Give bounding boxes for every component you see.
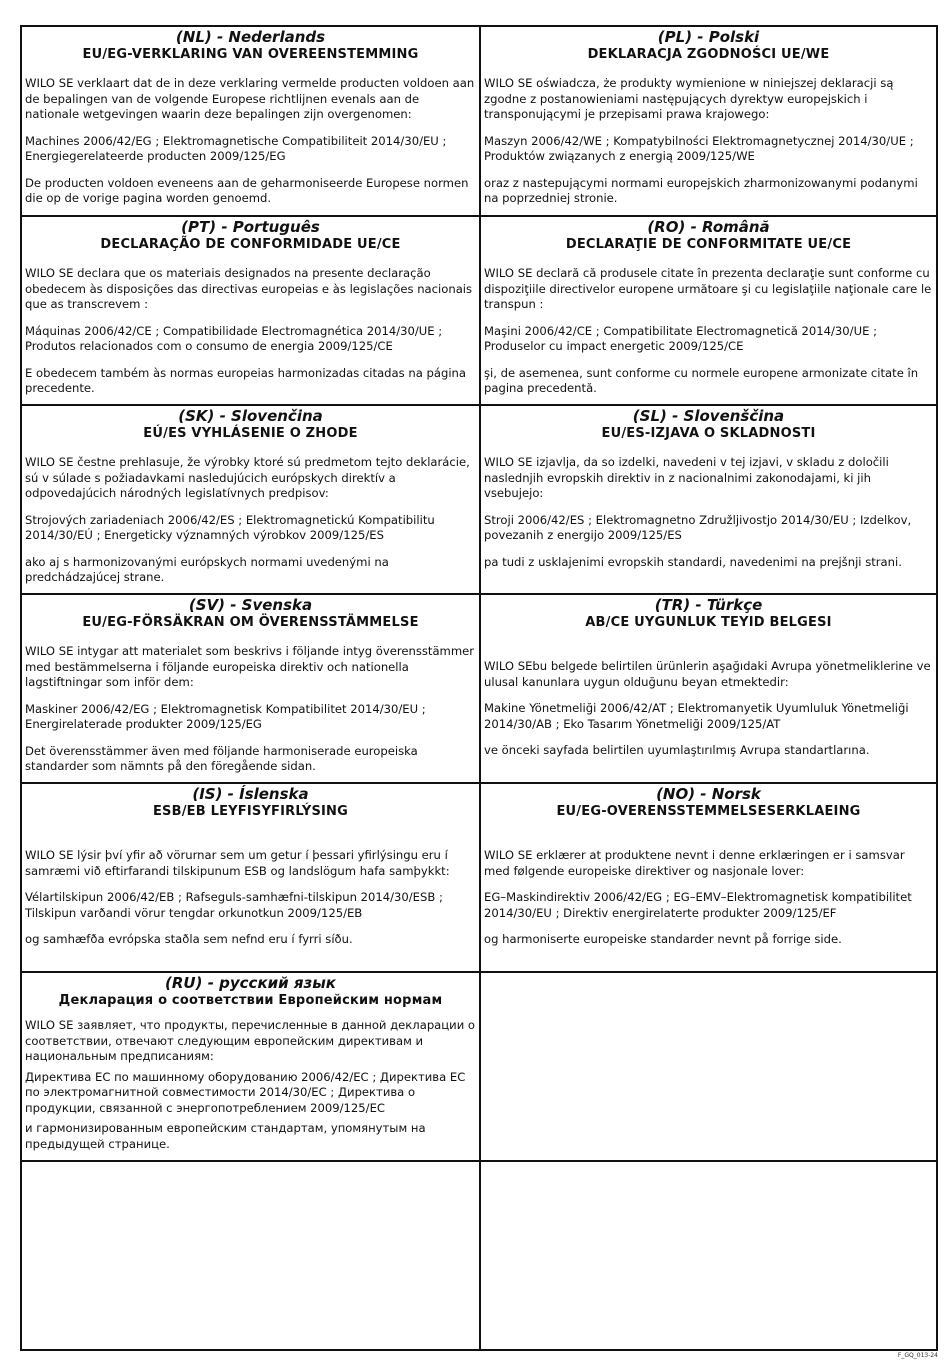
section-title: EU/EG-VERKLARING VAN OVEREENSTEMMING xyxy=(82,47,419,62)
section-title: AB/CE UYGUNLUK TEYID BELGESI xyxy=(585,615,832,630)
section-directives: Machines 2006/42/EG ; Elektromagnetische Compatibiliteit 2014/30/EU ; Energiegerelateerde producten 2009/125/EG xyxy=(25,133,447,163)
section-intro: WILO SE declara que os materiais designados na presente declaração obedecem às disposições das directivas europeias e às legislações nacionais que as transcrevem : xyxy=(25,266,473,311)
section-tr xyxy=(481,595,936,782)
empty-cell xyxy=(481,973,936,1160)
section-no xyxy=(481,784,936,971)
section-closing: E obedecem também às normas europeias harmonizadas citadas na página precedente. xyxy=(25,365,466,395)
section-closing: ako aj s harmonizovanými európskych normami uvedenými na predchádzajúcej strane. xyxy=(25,554,389,584)
section-intro: WILO SE erklærer at produktene nevnt i denne erklæringen er i samsvar med følgende europeiske direktiver og nasjonale lover: xyxy=(484,848,905,878)
section-language: (SK) - Slovenčina xyxy=(178,407,323,425)
section-sl xyxy=(481,406,936,593)
section-ru xyxy=(22,973,479,1160)
section-intro: WILO SE čestne prehlasuje, že výrobky ktoré sú predmetom tejto deklarácie, sú v súlade s požiadavkami nasledujúcich európskych direktív a odpovedajúcich národných legislatívnych predpisov: xyxy=(25,455,470,500)
section-intro: WILO SEbu belgede belirtilen ürünlerin aşağıdaki Avrupa yönetmeliklerine ve ulusal kanunlara uygun olduğunu beyan etmektedir: xyxy=(484,659,931,689)
section-intro: WILO SE intygar att materialet som beskrivs i följande intyg överensstämmer med bestämmelserna i följande europeiska direktiv och nationella lagstiftningar som inför dem: xyxy=(25,644,475,689)
section-intro: WILO SE declară că produsele citate în prezenta declaraţie sunt conforme cu dispoziţiile directivelor europene următoare şi cu legislaţiile naţionale care le transpun : xyxy=(484,266,932,311)
empty-cell xyxy=(481,1162,936,1349)
section-closing: и гармонизированным европейским стандартам, упомянутым на предыдущей странице. xyxy=(25,1121,426,1151)
section-title: DECLARAÇÃO DE CONFORMIDADE UE/CE xyxy=(100,237,401,252)
section-directives: Maszyn 2006/42/WE ; Kompatybilności Elektromagnetycznej 2014/30/UE ; Produktów związanych z energią 2009/125/WE xyxy=(484,133,914,163)
document-reference: F_GQ_013-24 xyxy=(897,1352,938,1359)
section-closing: oraz z nastepującymi normami europejskich zharmonizowanymi podanymi na poprzedniej stronie. xyxy=(484,175,918,205)
section-language: (NL) - Nederlands xyxy=(175,28,326,46)
section-intro: WILO SE заявляет, что продукты, перечисленные в данной декларации о соответствии, отвечают следующим европейским директивам и национальным предписаниям: xyxy=(25,1018,476,1063)
section-language: (IS) - Íslenska xyxy=(192,785,309,803)
section-closing: pa tudi z usklajenimi evropskih standardi, navedenimi na prejšnji strani. xyxy=(484,554,902,569)
section-language: (NO) - Norsk xyxy=(656,785,761,803)
section-closing: og samhæfða evrópska staðla sem nefnd eru í fyrri síðu. xyxy=(25,932,353,946)
section-intro: WILO SE izjavlja, da so izdelki, navedeni v tej izjavi, v skladu z določili naslednjih evropskih direktiv in z nacionalnimi zakonodajami, ki jih vsebujejo: xyxy=(484,455,889,500)
section-language: (RO) - Română xyxy=(647,218,770,236)
section-language: (PL) - Polski xyxy=(657,28,760,46)
section-title: DECLARAŢIE DE CONFORMITATE UE/CE xyxy=(565,237,852,252)
section-ro xyxy=(481,217,936,404)
empty-cell xyxy=(22,1162,479,1349)
section-directives: Директива ЕС по машинному оборудованию 2006/42/ЕС ; Директива ЕС по электромагнитной совместимости 2014/30/ЕС ; Директива о продукции, связанной с энергопотреблением 2009/125/ЕС xyxy=(25,1069,466,1115)
section-directives: Stroji 2006/42/ES ; Elektromagnetno Združljivostjo 2014/30/EU ; Izdelkov, povezanih z energijo 2009/125/ES xyxy=(484,512,912,542)
section-title: EU/EG-FÖRSÄKRAN OM ÖVERENSSTÄMMELSE xyxy=(82,615,419,630)
section-intro: WILO SE oświadcza, że produkty wymienione w niniejszej deklaracji są zgodne z postanowieniami następujących dyrektyw europejskich i transponującymi je przepisami prawa krajowego: xyxy=(484,76,894,121)
section-directives: Strojových zariadeniach 2006/42/ES ; Elektromagnetickú Kompatibilitu 2014/30/EÚ ; Energeticky významných výrobkov 2009/125/ES xyxy=(25,512,435,542)
section-closing: ve önceki sayfada belirtilen uyumlaştırılmış Avrupa standartlarına. xyxy=(484,743,870,757)
section-is xyxy=(22,784,479,971)
section-directives: EG–Maskindirektiv 2006/42/EG ; EG–EMV–Elektromagnetisk kompatibilitet 2014/30/EU ; Direktiv energirelaterte produkter 2009/125/EF xyxy=(484,890,912,920)
section-language: (PT) - Português xyxy=(181,218,320,236)
section-closing: og harmoniserte europeiske standarder nevnt på forrige side. xyxy=(484,932,842,946)
declaration-grid xyxy=(20,25,938,1351)
section-pl xyxy=(481,27,936,215)
section-pt xyxy=(22,217,479,404)
section-language: (SV) - Svenska xyxy=(188,596,313,614)
section-title: ESB/EB LEYFISYFIRLÝSING xyxy=(152,804,349,819)
section-title: EU/EG-OVERENSSTEMMELSESERKLAEING xyxy=(556,804,861,819)
section-directives: Vélartilskipun 2006/42/EB ; Rafseguls-samhæfni-tilskipun 2014/30/ESB ; Tilskipun varðandi vörur tengdar orkunotkun 2009/125/EB xyxy=(25,890,443,920)
section-directives: Máquinas 2006/42/CE ; Compatibilidade Electromagnética 2014/30/UE ; Produtos relacionados com o consumo de energia 2009/125/CE xyxy=(25,323,443,353)
section-title: Декларация о соответствии Европейским нормам xyxy=(58,993,443,1008)
section-title: EÚ/ES VYHLÁSENIE O ZHODE xyxy=(143,426,358,441)
section-language: (RU) - русский язык xyxy=(165,974,336,992)
section-language: (SL) - Slovenščina xyxy=(632,407,785,425)
section-title: DEKLARACJA ZGODNOŚCI UE/WE xyxy=(587,47,830,62)
section-directives: Makine Yönetmeliği 2006/42/AT ; Elektromanyetik Uyumluluk Yönetmeliği 2014/30/AB ; Eko Tasarım Yönetmeliği 2009/125/AT xyxy=(484,701,909,731)
section-directives: Maskiner 2006/42/EG ; Elektromagnetisk Kompatibilitet 2014/30/EU ; Energirelaterade produkter 2009/125/EG xyxy=(25,701,426,731)
section-sv xyxy=(22,595,479,782)
section-language: (TR) - Türkçe xyxy=(654,596,763,614)
section-intro: WILO SE lýsir því yfir að vörurnar sem um getur í þessari yfirlýsingu eru í samræmi við eftirfarandi tilskipunum ESB og landslögum hafa samþykkt: xyxy=(25,848,450,878)
section-directives: Maşini 2006/42/CE ; Compatibilitate Electromagnetică 2014/30/UE ; Produselor cu impact energetic 2009/125/CE xyxy=(484,323,877,353)
section-title: EU/ES-IZJAVA O SKLADNOSTI xyxy=(601,426,816,441)
section-closing: De producten voldoen eveneens aan de geharmoniseerde Europese normen die op de vorige pagina worden genoemd. xyxy=(25,175,469,205)
section-closing: şi, de asemenea, sunt conforme cu normele europene armonizate citate în pagina precedentă. xyxy=(484,365,919,395)
section-nl xyxy=(22,27,479,215)
section-intro: WILO SE verklaart dat de in deze verklaring vermelde producten voldoen aan de bepalingen van de volgende Europese richtlijnen evenals aan de nationale wetgevingen waarin deze bepalingen zijn overgenomen: xyxy=(25,76,475,121)
section-sk xyxy=(22,406,479,593)
section-closing: Det överensstämmer även med följande harmoniserade europeiska standarder som nämnts på den föregående sidan. xyxy=(25,743,418,773)
